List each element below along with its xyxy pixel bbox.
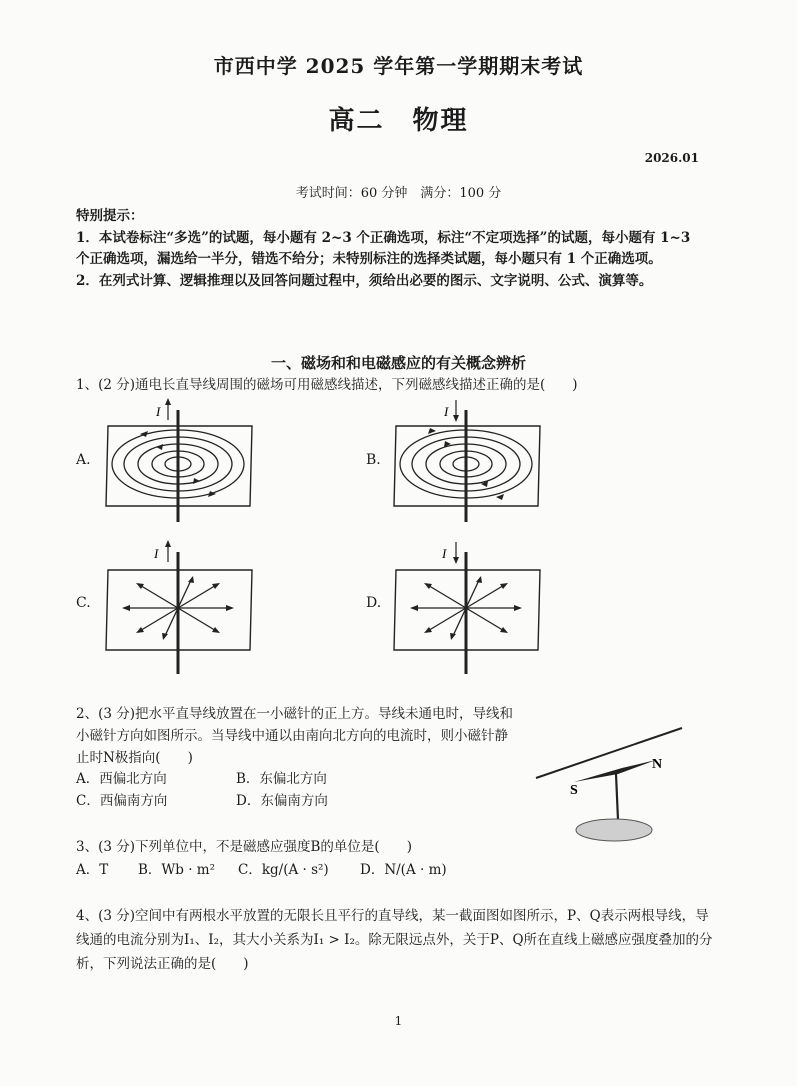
question-2-stem: 2、(3 分)把水平直导线放置在一小磁针的正上方。导线未通电时，导线和小磁针方向如图所示。当导线中通以由南向北方向的电流时，则小磁针静止时N极指向( ): [76, 706, 514, 766]
current-label: I: [156, 404, 161, 419]
section-title: 一、磁场和和电磁感应的有关概念辨析: [270, 354, 526, 372]
q1-option-a-label: A.: [76, 452, 91, 468]
current-label: I: [154, 546, 159, 561]
exam-info: 考试时间：60 分钟 满分：100 分: [295, 186, 502, 201]
question-4-stem: 4、(3 分)空间中有两根水平放置的无限长且平行的直导线，某一截面图如图所示，P、Q表示两根导线，导线通的电流分别为I₁、I₂，其大小关系为I₁ > I₂。除无限远点外，关于P、Q所在直线上磁感应强度叠加的分析，下列说法正确的是( ): [76, 908, 713, 972]
special-tips: [76, 206, 704, 292]
tips-item-1: 1．本试卷标注“多选”的试题，每小题有 2~3 个正确选项，标注“不定项选择”的试题，每小题有 1~3 个正确选项，漏选给一半分，错选不给分；未特别标注的选择类试题，每小题只有 1 个正确选项。: [76, 229, 691, 267]
q3-option-c: C．kg/(A · s²): [238, 862, 329, 878]
q1-option-d-label: D.: [366, 595, 382, 611]
needle-south-label: S: [570, 783, 578, 798]
school-exam-title: 市西中学 2025 学年第一学期期末考试: [213, 54, 584, 78]
subject-title: 高二 物理: [328, 106, 469, 136]
tips-item-2: 2．在列式计算、逻辑推理以及回答问题过程中，须给出必要的图示、文字说明、公式、演算等。: [76, 272, 653, 289]
current-label: I: [444, 404, 449, 419]
q3-options: [76, 858, 447, 878]
tips-heading: 特别提示：: [76, 208, 144, 224]
q1-option-b-label: B.: [366, 452, 381, 468]
q3-option-a: A．T: [76, 862, 109, 878]
page-number: 1: [394, 1014, 403, 1028]
needle-north-label: N: [652, 757, 663, 772]
q3-option-b: B．Wb · m²: [138, 862, 216, 878]
compass-needle: [574, 760, 656, 782]
q2-options: [76, 768, 328, 812]
q1-figure-a: [100, 398, 270, 528]
current-label: I: [442, 546, 447, 561]
q2-option-c: C．西偏南方向: [76, 793, 168, 809]
q2-option-a: A．西偏北方向: [76, 771, 167, 787]
q1-figure-c: [100, 538, 270, 678]
q3-option-d: D．N/(A · m): [360, 862, 447, 878]
q1-figure-b: [388, 398, 558, 528]
question-1-stem: 1、(2 分)通电长直导线周围的磁场可用磁感线描述，下列磁感线描述正确的是( ): [76, 377, 578, 393]
q1-figure-d: [388, 538, 558, 678]
q2-option-d: D．东偏南方向: [236, 793, 328, 809]
q1-option-c-label: C.: [76, 595, 91, 611]
question-3-stem: 3、(3 分)下列单位中，不是磁感应强度B的单位是( ): [76, 839, 412, 855]
q2-option-b: B．东偏北方向: [236, 771, 327, 787]
exam-date: 2026.01: [644, 151, 699, 165]
